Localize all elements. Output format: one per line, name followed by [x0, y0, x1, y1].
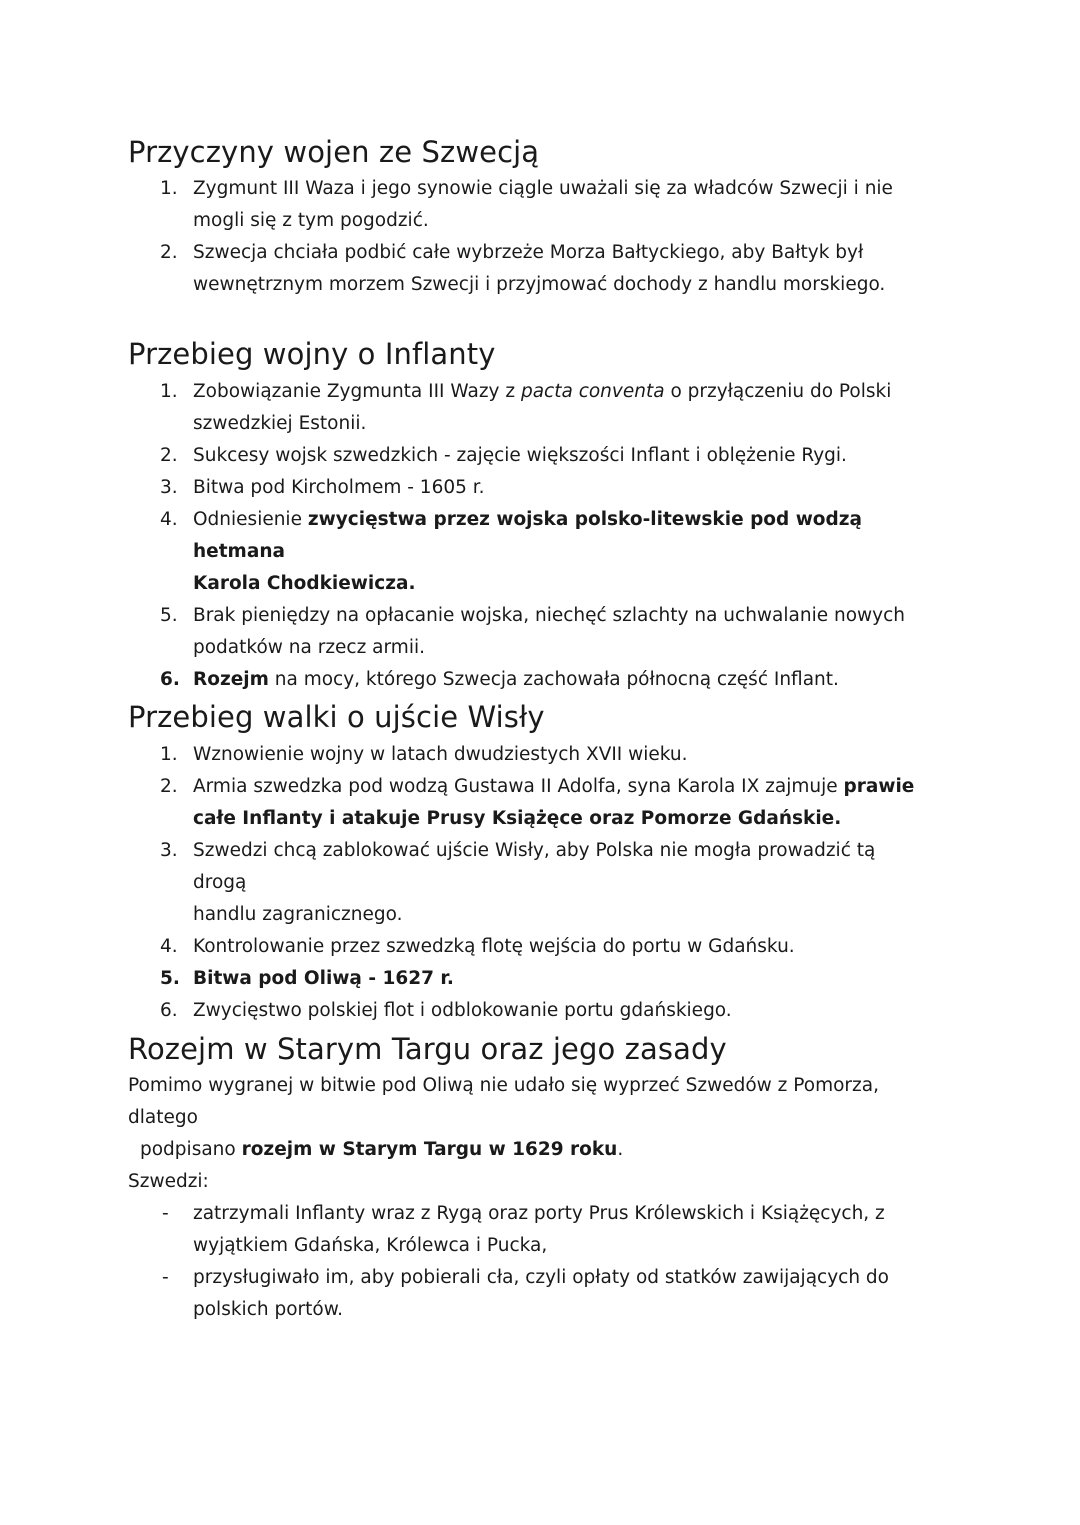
truce-intro-paragraph: Pomimo wygranej w bitwie pod Oliwą nie udało się wyprzeć Szwedów z Pomorza, dlatego podpisano rozejm w Starym Targu w 1629 roku.: [128, 1075, 879, 1160]
section-heading-livonia-war: Przebieg wojny o Inflanty: [128, 337, 496, 371]
section-heading-vistula-fight: Przebieg walki o ujście Wisły: [128, 700, 545, 734]
list-item: 1. Zobowiązanie Zygmunta III Wazy z pacta conventa o przyłączeniu do Polski szwedzkiej Estonii.: [160, 381, 892, 434]
list-item: 2. Szwecja chciała podbić całe wybrzeże Morza Bałtyckiego, aby Bałtyk był wewnętrznym morzem Szwecji i przyjmować dochody z handlu morskiego.: [160, 242, 886, 295]
truce-terms-list: [0, 1198, 933, 1326]
list-item: 3. Bitwa pod Kircholmem - 1605 r.: [160, 477, 485, 498]
list-item: 6. Rozejm na mocy, którego Szwecja zachowała północną część Inflant.: [160, 669, 839, 690]
list-item: 4. Odniesienie zwycięstwa przez wojska polsko-litewskie pod wodzą hetmana Karola Chodkiewicza.: [160, 509, 862, 594]
causes-list: [0, 173, 933, 301]
list-item: 2. Armia szwedzka pod wodzą Gustawa II Adolfa, syna Karola IX zajmuje prawie całe Inflanty i atakuje Prusy Książęce oraz Pomorze Gdańskie.: [160, 776, 915, 829]
list-item: 1. Wznowienie wojny w latach dwudziestych XVII wieku.: [160, 744, 688, 765]
list-item: 1. Zygmunt III Waza i jego synowie ciągle uważali się za władców Szwecji i nie mogli się z tym pogodzić.: [160, 178, 893, 231]
list-item: 2. Sukcesy wojsk szwedzkich - zajęcie większości Inflant i oblężenie Rygi.: [160, 445, 847, 466]
list-item: 4. Kontrolowanie przez szwedzką flotę wejścia do portu w Gdańsku.: [160, 936, 795, 957]
vistula-fight-list: [0, 739, 933, 1027]
list-item: - przysługiwało im, aby pobierali cła, czyli opłaty od statków zawijających do polskich portów.: [162, 1267, 889, 1320]
list-item: - zatrzymali Inflanty wraz z Rygą oraz porty Prus Królewskich i Książęcych, z wyjątkiem Gdańska, Królewca i Pucka,: [162, 1203, 885, 1256]
section-heading-truce: Rozejm w Starym Targu oraz jego zasady: [128, 1032, 727, 1066]
list-item: 6. Zwycięstwo polskiej flot i odblokowanie portu gdańskiego.: [160, 1000, 732, 1021]
section-heading-causes: Przyczyny wojen ze Szwecją: [128, 135, 540, 169]
list-item: 3. Szwedzi chcą zablokować ujście Wisły, aby Polska nie mogła prowadzić tą drogą handlu zagranicznego.: [160, 840, 876, 925]
list-item: 5. Bitwa pod Oliwą - 1627 r.: [160, 968, 454, 989]
truce-subheading: Szwedzi:: [128, 1171, 209, 1192]
list-item: 5. Brak pieniędzy na opłacanie wojska, niechęć szlachty na uchwalanie nowych podatków na rzecz armii.: [160, 605, 906, 658]
livonia-war-list: [0, 376, 933, 696]
